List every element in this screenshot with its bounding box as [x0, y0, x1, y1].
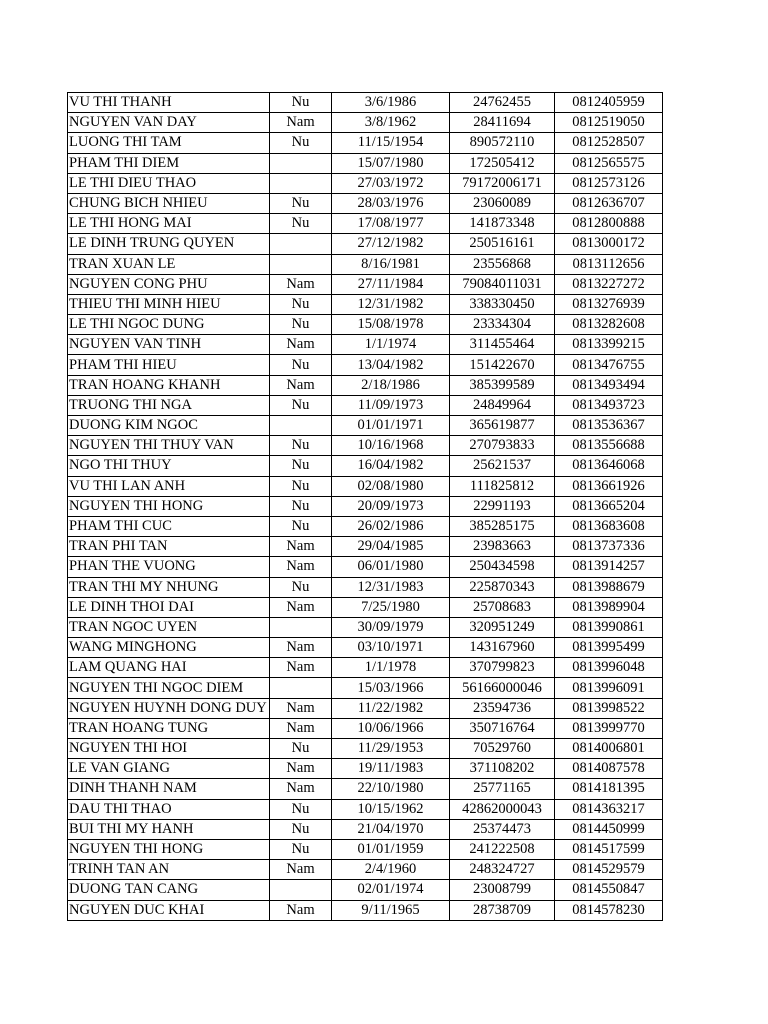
gender-cell: [270, 153, 332, 173]
gender-cell: Nam: [270, 698, 332, 718]
name-cell: NGUYEN THI HOI: [68, 739, 270, 759]
birth-date-cell: 02/08/1980: [332, 476, 450, 496]
gender-cell: Nam: [270, 900, 332, 920]
table-row: [68, 153, 663, 173]
phone-cell: 0813989904: [555, 597, 663, 617]
phone-cell: 0814087578: [555, 759, 663, 779]
gender-cell: Nu: [270, 93, 332, 113]
name-cell: DUONG KIM NGOC: [68, 416, 270, 436]
name-cell: LUONG THI TAM: [68, 133, 270, 153]
phone-cell: 0812405959: [555, 93, 663, 113]
table-row: [68, 496, 663, 516]
gender-cell: Nam: [270, 658, 332, 678]
table-row: [68, 819, 663, 839]
id-number-cell: 172505412: [450, 153, 555, 173]
table-row: [68, 254, 663, 274]
gender-cell: Nu: [270, 739, 332, 759]
phone-cell: 0813996091: [555, 678, 663, 698]
id-number-cell: 248324727: [450, 860, 555, 880]
gender-cell: Nam: [270, 779, 332, 799]
birth-date-cell: 27/11/1984: [332, 274, 450, 294]
id-number-cell: 28738709: [450, 900, 555, 920]
name-cell: TRAN HOANG KHANH: [68, 375, 270, 395]
name-cell: NGUYEN THI HONG: [68, 839, 270, 859]
birth-date-cell: 01/01/1971: [332, 416, 450, 436]
birth-date-cell: 26/02/1986: [332, 516, 450, 536]
gender-cell: Nu: [270, 214, 332, 234]
gender-cell: Nam: [270, 597, 332, 617]
gender-cell: Nam: [270, 860, 332, 880]
birth-date-cell: 7/25/1980: [332, 597, 450, 617]
name-cell: DUONG TAN CANG: [68, 880, 270, 900]
table-row: [68, 799, 663, 819]
id-number-cell: 320951249: [450, 617, 555, 637]
id-number-cell: 385399589: [450, 375, 555, 395]
gender-cell: Nu: [270, 315, 332, 335]
table-row: [68, 658, 663, 678]
phone-cell: 0813990861: [555, 617, 663, 637]
name-cell: TRAN PHI TAN: [68, 537, 270, 557]
table-row: [68, 294, 663, 314]
birth-date-cell: 10/15/1962: [332, 799, 450, 819]
id-number-cell: 23983663: [450, 537, 555, 557]
id-number-cell: 111825812: [450, 476, 555, 496]
name-cell: NGUYEN THI HONG: [68, 496, 270, 516]
id-number-cell: 23060089: [450, 193, 555, 213]
id-number-cell: 56166000046: [450, 678, 555, 698]
id-number-cell: 79084011031: [450, 274, 555, 294]
birth-date-cell: 2/4/1960: [332, 860, 450, 880]
table-row: [68, 839, 663, 859]
id-number-cell: 371108202: [450, 759, 555, 779]
name-cell: BUI THI MY HANH: [68, 819, 270, 839]
name-cell: NGUYEN DUC KHAI: [68, 900, 270, 920]
birth-date-cell: 17/08/1977: [332, 214, 450, 234]
gender-cell: Nam: [270, 274, 332, 294]
phone-cell: 0812528507: [555, 133, 663, 153]
name-cell: PHAM THI DIEM: [68, 153, 270, 173]
birth-date-cell: 27/12/1982: [332, 234, 450, 254]
id-number-cell: 338330450: [450, 294, 555, 314]
id-number-cell: 143167960: [450, 638, 555, 658]
table-row: [68, 718, 663, 738]
id-number-cell: 241222508: [450, 839, 555, 859]
name-cell: LE THI DIEU THAO: [68, 173, 270, 193]
id-number-cell: 24762455: [450, 93, 555, 113]
gender-cell: [270, 234, 332, 254]
name-cell: LE THI HONG MAI: [68, 214, 270, 234]
phone-cell: 0812800888: [555, 214, 663, 234]
phone-cell: 0813996048: [555, 658, 663, 678]
phone-cell: 0813493494: [555, 375, 663, 395]
phone-cell: 0814181395: [555, 779, 663, 799]
gender-cell: Nam: [270, 537, 332, 557]
name-cell: LE VAN GIANG: [68, 759, 270, 779]
id-number-cell: 24849964: [450, 395, 555, 415]
id-number-cell: 25374473: [450, 819, 555, 839]
name-cell: WANG MINGHONG: [68, 638, 270, 658]
name-cell: LE THI NGOC DUNG: [68, 315, 270, 335]
name-cell: NGO THI THUY: [68, 456, 270, 476]
table-row: [68, 436, 663, 456]
birth-date-cell: 1/1/1974: [332, 335, 450, 355]
name-cell: PHAM THI CUC: [68, 516, 270, 536]
gender-cell: Nu: [270, 133, 332, 153]
table-row: [68, 375, 663, 395]
phone-cell: 0812573126: [555, 173, 663, 193]
table-row: [68, 597, 663, 617]
name-cell: DINH THANH NAM: [68, 779, 270, 799]
gender-cell: Nu: [270, 839, 332, 859]
phone-cell: 0813999770: [555, 718, 663, 738]
name-cell: THIEU THI MINH HIEU: [68, 294, 270, 314]
name-cell: VU THI LAN ANH: [68, 476, 270, 496]
table-row: [68, 698, 663, 718]
birth-date-cell: 10/16/1968: [332, 436, 450, 456]
name-cell: PHAM THI HIEU: [68, 355, 270, 375]
id-number-cell: 79172006171: [450, 173, 555, 193]
id-number-cell: 890572110: [450, 133, 555, 153]
gender-cell: Nam: [270, 557, 332, 577]
birth-date-cell: 9/11/1965: [332, 900, 450, 920]
id-number-cell: 23334304: [450, 315, 555, 335]
birth-date-cell: 10/06/1966: [332, 718, 450, 738]
phone-cell: 0813493723: [555, 395, 663, 415]
table-row: [68, 577, 663, 597]
table-row: [68, 93, 663, 113]
birth-date-cell: 3/8/1962: [332, 113, 450, 133]
gender-cell: [270, 416, 332, 436]
birth-date-cell: 12/31/1982: [332, 294, 450, 314]
name-cell: VU THI THANH: [68, 93, 270, 113]
table-row: [68, 416, 663, 436]
gender-cell: Nu: [270, 456, 332, 476]
birth-date-cell: 11/15/1954: [332, 133, 450, 153]
name-cell: TRAN HOANG TUNG: [68, 718, 270, 738]
table-row: [68, 133, 663, 153]
name-cell: CHUNG BICH NHIEU: [68, 193, 270, 213]
id-number-cell: 370799823: [450, 658, 555, 678]
phone-cell: 0813476755: [555, 355, 663, 375]
birth-date-cell: 13/04/1982: [332, 355, 450, 375]
id-number-cell: 151422670: [450, 355, 555, 375]
id-number-cell: 250434598: [450, 557, 555, 577]
gender-cell: [270, 254, 332, 274]
birth-date-cell: 06/01/1980: [332, 557, 450, 577]
gender-cell: Nam: [270, 759, 332, 779]
phone-cell: 0813276939: [555, 294, 663, 314]
phone-cell: 0813995499: [555, 638, 663, 658]
birth-date-cell: 28/03/1976: [332, 193, 450, 213]
name-cell: LE DINH TRUNG QUYEN: [68, 234, 270, 254]
gender-cell: Nu: [270, 476, 332, 496]
phone-cell: 0814363217: [555, 799, 663, 819]
phone-cell: 0813536367: [555, 416, 663, 436]
table-row: [68, 456, 663, 476]
name-cell: TRAN THI MY NHUNG: [68, 577, 270, 597]
phone-cell: 0813282608: [555, 315, 663, 335]
birth-date-cell: 11/22/1982: [332, 698, 450, 718]
id-number-cell: 25621537: [450, 456, 555, 476]
gender-cell: Nu: [270, 819, 332, 839]
birth-date-cell: 15/07/1980: [332, 153, 450, 173]
gender-cell: Nu: [270, 799, 332, 819]
id-number-cell: 225870343: [450, 577, 555, 597]
gender-cell: Nam: [270, 113, 332, 133]
phone-cell: 0813646068: [555, 456, 663, 476]
name-cell: LE DINH THOI DAI: [68, 597, 270, 617]
birth-date-cell: 8/16/1981: [332, 254, 450, 274]
gender-cell: Nu: [270, 436, 332, 456]
table-row: [68, 335, 663, 355]
table-row: [68, 880, 663, 900]
phone-cell: 0814578230: [555, 900, 663, 920]
name-cell: NGUYEN VAN TINH: [68, 335, 270, 355]
birth-date-cell: 02/01/1974: [332, 880, 450, 900]
phone-cell: 0813665204: [555, 496, 663, 516]
birth-date-cell: 15/03/1966: [332, 678, 450, 698]
table-row: [68, 315, 663, 335]
phone-cell: 0813988679: [555, 577, 663, 597]
gender-cell: Nu: [270, 577, 332, 597]
birth-date-cell: 20/09/1973: [332, 496, 450, 516]
name-cell: TRINH TAN AN: [68, 860, 270, 880]
gender-cell: Nam: [270, 718, 332, 738]
birth-date-cell: 22/10/1980: [332, 779, 450, 799]
id-number-cell: 365619877: [450, 416, 555, 436]
table-row: [68, 900, 663, 920]
id-number-cell: 250516161: [450, 234, 555, 254]
phone-cell: 0813737336: [555, 537, 663, 557]
phone-cell: 0813399215: [555, 335, 663, 355]
name-cell: PHAN THE VUONG: [68, 557, 270, 577]
birth-date-cell: 01/01/1959: [332, 839, 450, 859]
phone-cell: 0814450999: [555, 819, 663, 839]
table-row: [68, 516, 663, 536]
birth-date-cell: 21/04/1970: [332, 819, 450, 839]
gender-cell: [270, 173, 332, 193]
id-number-cell: 270793833: [450, 436, 555, 456]
birth-date-cell: 11/29/1953: [332, 739, 450, 759]
id-number-cell: 22991193: [450, 496, 555, 516]
id-number-cell: 70529760: [450, 739, 555, 759]
phone-cell: 0812565575: [555, 153, 663, 173]
table-row: [68, 638, 663, 658]
table-row: [68, 113, 663, 133]
birth-date-cell: 16/04/1982: [332, 456, 450, 476]
gender-cell: Nu: [270, 355, 332, 375]
phone-cell: 0813112656: [555, 254, 663, 274]
contact-table-body: [68, 93, 663, 921]
id-number-cell: 350716764: [450, 718, 555, 738]
id-number-cell: 23556868: [450, 254, 555, 274]
name-cell: TRAN XUAN LE: [68, 254, 270, 274]
id-number-cell: 23594736: [450, 698, 555, 718]
phone-cell: 0813683608: [555, 516, 663, 536]
phone-cell: 0812519050: [555, 113, 663, 133]
table-row: [68, 739, 663, 759]
birth-date-cell: 1/1/1978: [332, 658, 450, 678]
phone-cell: 0814006801: [555, 739, 663, 759]
phone-cell: 0814517599: [555, 839, 663, 859]
name-cell: TRAN NGOC UYEN: [68, 617, 270, 637]
name-cell: NGUYEN CONG PHU: [68, 274, 270, 294]
name-cell: DAU THI THAO: [68, 799, 270, 819]
id-number-cell: 311455464: [450, 335, 555, 355]
birth-date-cell: 27/03/1972: [332, 173, 450, 193]
table-row: [68, 173, 663, 193]
phone-cell: 0814529579: [555, 860, 663, 880]
birth-date-cell: 15/08/1978: [332, 315, 450, 335]
contact-table: [67, 92, 663, 921]
birth-date-cell: 3/6/1986: [332, 93, 450, 113]
table-row: [68, 214, 663, 234]
table-row: [68, 759, 663, 779]
id-number-cell: 42862000043: [450, 799, 555, 819]
id-number-cell: 23008799: [450, 880, 555, 900]
birth-date-cell: 12/31/1983: [332, 577, 450, 597]
id-number-cell: 25708683: [450, 597, 555, 617]
phone-cell: 0814550847: [555, 880, 663, 900]
name-cell: NGUYEN THI THUY VAN: [68, 436, 270, 456]
name-cell: NGUYEN HUYNH DONG DUY: [68, 698, 270, 718]
table-row: [68, 557, 663, 577]
phone-cell: 0813227272: [555, 274, 663, 294]
table-row: [68, 779, 663, 799]
phone-cell: 0813556688: [555, 436, 663, 456]
table-row: [68, 476, 663, 496]
id-number-cell: 141873348: [450, 214, 555, 234]
gender-cell: Nam: [270, 335, 332, 355]
gender-cell: Nu: [270, 294, 332, 314]
gender-cell: Nam: [270, 638, 332, 658]
name-cell: NGUYEN VAN DAY: [68, 113, 270, 133]
table-row: [68, 274, 663, 294]
phone-cell: 0813000172: [555, 234, 663, 254]
gender-cell: Nu: [270, 496, 332, 516]
table-row: [68, 355, 663, 375]
phone-cell: 0813914257: [555, 557, 663, 577]
table-row: [68, 234, 663, 254]
table-row: [68, 395, 663, 415]
gender-cell: [270, 617, 332, 637]
phone-cell: 0813998522: [555, 698, 663, 718]
birth-date-cell: 30/09/1979: [332, 617, 450, 637]
gender-cell: [270, 880, 332, 900]
birth-date-cell: 2/18/1986: [332, 375, 450, 395]
name-cell: LAM QUANG HAI: [68, 658, 270, 678]
id-number-cell: 385285175: [450, 516, 555, 536]
phone-cell: 0813661926: [555, 476, 663, 496]
birth-date-cell: 11/09/1973: [332, 395, 450, 415]
birth-date-cell: 19/11/1983: [332, 759, 450, 779]
table-row: [68, 537, 663, 557]
id-number-cell: 28411694: [450, 113, 555, 133]
table-row: [68, 860, 663, 880]
gender-cell: Nu: [270, 395, 332, 415]
name-cell: NGUYEN THI NGOC DIEM: [68, 678, 270, 698]
birth-date-cell: 03/10/1971: [332, 638, 450, 658]
table-row: [68, 678, 663, 698]
id-number-cell: 25771165: [450, 779, 555, 799]
gender-cell: Nu: [270, 516, 332, 536]
birth-date-cell: 29/04/1985: [332, 537, 450, 557]
phone-cell: 0812636707: [555, 193, 663, 213]
name-cell: TRUONG THI NGA: [68, 395, 270, 415]
gender-cell: [270, 678, 332, 698]
gender-cell: Nam: [270, 375, 332, 395]
table-row: [68, 617, 663, 637]
table-row: [68, 193, 663, 213]
gender-cell: Nu: [270, 193, 332, 213]
